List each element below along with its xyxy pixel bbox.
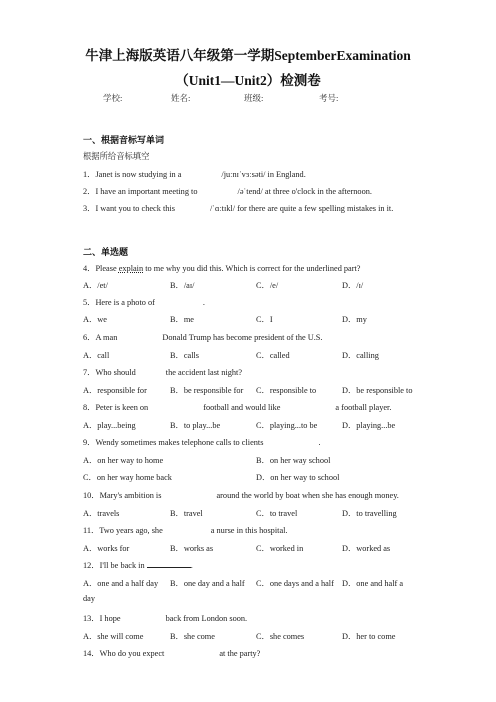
q10-text: 10．Mary's ambition is [83,491,162,500]
section1-instruction: 根据所给音标填空 [83,152,150,161]
q13-option-b[interactable]: B．she come [170,632,215,641]
q10-option-c[interactable]: C．to travel [256,509,298,518]
q10-option-b[interactable]: B．travel [170,509,203,518]
q12-option-c[interactable]: C．one days and a half [256,579,334,588]
q8-text-post: a football player. [335,403,392,412]
q11-option-b[interactable]: B．works as [170,544,214,553]
q9-text: 9．Wendy sometimes makes telephone calls to clients [83,438,264,447]
q12-option-a[interactable]: A．one and a half day [83,579,159,588]
q1-text: 1．Janet is now studying in a [83,170,182,179]
q7-option-b[interactable]: B．be responsible for [170,386,244,395]
q8-option-b[interactable]: B．to play...be [170,421,221,430]
q12-option-b[interactable]: B．one day and a half [170,579,245,588]
q4-option-d[interactable]: D．/ɪ/ [342,281,364,290]
q13-option-c[interactable]: C．she comes [256,632,305,641]
q9-option-b[interactable]: B．on her way school [256,456,331,465]
q13-option-d[interactable]: D．her to come [342,632,396,641]
q7-text: 7．Who should [83,368,136,377]
q12-option-d[interactable]: D．one and half a [342,579,404,588]
q2-text: 2．I have an important meeting to [83,187,198,196]
question-10 [83,489,399,501]
question-1 [83,168,306,180]
student-info-row [0,92,496,106]
question-11 [83,524,288,536]
question-12 [83,559,193,571]
q4-option-c[interactable]: C．/e/ [256,281,279,290]
q13-text: 13．I hope [83,614,121,623]
q10-option-d[interactable]: D．to travelling [342,509,397,518]
question-4 [83,262,361,274]
section1-heading: 一、根据音标写单词 [83,135,165,145]
q8-text: 8．Peter is keen on [83,403,149,412]
q14-text-post: at the party? [219,649,261,658]
q5-text-post: . [202,298,205,307]
q5-option-b[interactable]: B．me [170,315,194,324]
q7-option-d[interactable]: D．be responsible to [342,386,413,395]
q6-text-post: Donald Trump has become president of the U.S. [162,333,323,342]
q12-blank[interactable] [147,559,191,568]
q5-text: 5．Here is a photo of [83,298,155,307]
q8-option-c[interactable]: C．playing...to be [256,421,318,430]
q4-text-post: to me why you did this. Which is correct for the underlined part? [143,264,361,273]
q11-option-d[interactable]: D．worked as [342,544,391,553]
question-7 [83,366,242,378]
question-5 [83,296,205,308]
q5-option-d[interactable]: D．my [342,315,367,324]
question-8 [83,401,391,413]
q13-text-post: back from London soon. [165,614,248,623]
q12-text: 12．I'll be back in [83,561,145,570]
q13-option-a[interactable]: A．she will come [83,632,144,641]
q6-text: 6．A man [83,333,118,342]
exam-title-line1: 牛津上海版英语八年级第一学期SeptemberExamination [85,48,411,63]
q4-option-a[interactable]: A．/et/ [83,281,108,290]
q7-text-post: the accident last night? [165,368,243,377]
q6-option-b[interactable]: B．calls [170,351,200,360]
q2-text-post: /əˈtend/ at three o'clock in the afternoon. [237,187,372,196]
section2-heading: 二、单选题 [83,247,129,257]
q8-option-a[interactable]: A．play...being [83,421,136,430]
question-2 [83,185,372,197]
q3-text-post: /ˈɑːtɪkl/ for there are quite a few spelling mistakes in it. [209,204,394,213]
q5-option-c[interactable]: C．I [256,315,273,324]
q6-option-a[interactable]: A．call [83,351,110,360]
q11-option-c[interactable]: C．worked in [256,544,304,553]
q1-text-post: /juːnɪˈvɜːsəti/ in England. [221,170,306,179]
q5-option-a[interactable]: A．we [83,315,107,324]
q9-text-post: . [318,438,321,447]
q9-option-d[interactable]: D．on her way to school [256,473,340,482]
q4-text: 4．Please [83,264,119,273]
q4-option-b[interactable]: B．/aɪ/ [170,281,195,290]
question-9 [83,436,321,448]
name-label: 姓名: [171,93,191,103]
question-6 [83,331,323,343]
q14-text: 14．Who do you expect [83,649,165,658]
q9-option-a[interactable]: A．on her way to home [83,456,164,465]
exam-title-line2: （Unit1—Unit2）检测卷 [175,73,321,88]
q9-option-c[interactable]: C．on her way home back [83,473,172,482]
q12-option-d-wrap: day [83,594,95,603]
q8-option-d[interactable]: D．playing...be [342,421,396,430]
q6-option-c[interactable]: C．called [256,351,290,360]
q10-text-post: around the world by boat when she has enough money. [216,491,399,500]
class-label: 班级: [244,93,264,103]
q11-option-a[interactable]: A．works for [83,544,130,553]
q6-option-d[interactable]: D．calling [342,351,379,360]
question-14 [83,647,260,659]
q11-text-post: a nurse in this hospital. [210,526,288,535]
q4-underlined-word: explain [118,264,144,273]
q8-text-mid: football and would like [203,403,281,412]
q3-text: 3．I want you to check this [83,204,175,213]
q10-option-a[interactable]: A．travels [83,509,120,518]
school-label: 学校: [103,93,123,103]
question-3 [83,202,393,214]
number-label: 考号: [319,93,339,103]
question-13 [83,612,247,624]
q12-text-post: . [190,561,193,570]
q7-option-a[interactable]: A．responsible for [83,386,147,395]
q7-option-c[interactable]: C．responsible to [256,386,317,395]
q11-text: 11．Two years ago, she [83,526,163,535]
